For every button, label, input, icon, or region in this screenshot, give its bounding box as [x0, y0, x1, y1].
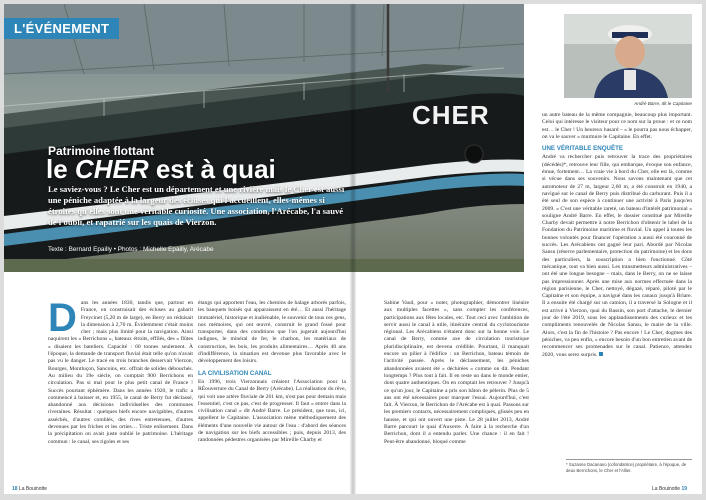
title-pre: le	[46, 154, 75, 184]
body-text: En 1996, trois Vierzonnais créaient l'Association pour la RÉouverture du Canal de Berry (Arécabe). La réalisation du rêve, qui voit une artère fluviale de 261 km, n'est pas pour demain mais l'essentiel, c'est ce pas, c'est de progresser. Il faut « entrer dans la civilisation canal » dit André Barre. Le président, que tous, ici, appellent le Capitaine. L'association mène méthodiquement des éléments d'une nouvelle vie autour de l'eau : d'abord des séances de navigation sur les biefs accessibles ; puis, depuis 2013, des randonnées pédestres organisées par Mireille Charby et	[198, 378, 346, 444]
magazine-name: La Bouinotte	[652, 486, 681, 492]
page-gutter	[350, 4, 356, 494]
magazine-spread	[4, 4, 702, 494]
text-column-2	[198, 300, 346, 484]
drop-cap: D	[48, 300, 77, 340]
footnote: * Suzanne Dacanano (cofondatrice) propriétaire, à l'époque, de deux Berrichons, le Cher et l'Allier.	[566, 459, 692, 473]
body-text: étangs qui apportent l'eau, les chemins de halage arborés parfois, les banquets boisés qui apparaissent en été… Et aussi l'héritage immatériel, historique et inaliénable, le souvenir de tous ces gens, nos mémoires, qui ont œuvré, construit le grand fossé pour transporter, dans des conditions que l'on jugerait aujourd'hui indignes, le minéral de fer, le charbon, les matériaux de construction, les bois, les produits alimentaires… Après 40 ans d'indifférence, la situation est devenue plus favorable avec le développement des loisirs.	[198, 300, 346, 365]
text-column-3	[384, 300, 529, 484]
subheading: LA CIVILISATION CANAL	[198, 369, 272, 377]
title-post: est à quai	[148, 154, 276, 184]
end-mark-icon	[599, 352, 603, 356]
magazine-name: La Bouinotte	[18, 486, 48, 492]
text-column-4	[542, 112, 692, 454]
boat-name: CHER	[412, 100, 490, 130]
lead-paragraph: Le saviez-vous ? Le Cher est un département et une rivière mais le Cher est aussi une péniche adaptée à la largeur des écluses qui l'accueillent, elles-mêmes si étroites qu'elles sont une véritable curiosité. Une association, l'Arécabe, l'a sauvé de l'oubli, et rapatrié sur les quais de Vierzon.	[48, 184, 345, 227]
portrait-photo	[564, 14, 692, 98]
subheading: UNE VÉRITABLE ENQUÊTE	[542, 145, 624, 153]
folio-left	[12, 486, 47, 492]
section-tag: L'ÉVÉNEMENT	[4, 18, 119, 39]
page-number: 19	[681, 486, 688, 492]
folio-right	[652, 486, 687, 492]
title-emphasis: CHER	[74, 154, 149, 184]
page-title	[46, 154, 276, 185]
barge-illustration	[4, 4, 524, 272]
portrait-illustration	[564, 14, 692, 98]
body-text: Sabine Vaud, pour « noter, photographier, démontrer linéaire aux multiples facettes », sans compter les conférences, participations aux fêtes locales, etc. Tout ceci avec l'ambition de servir aussi le canal à utile, itinéraire central du cyclotourisme régional. Les Arécabiens n'étaient donc sur la bonne voie. Le canal de Berry, comme axe de circulation touristique pluridisciplinaire, est devenu crédible. Pourtant, il manquait encore un pilier à l'édifice : un Berrichon, bateau témoin de l'activité passée. Après le déclassement, les péniches abandonnées avaient été « déchirées » comme on dit. Pendant longtemps ? Plus tout à fait. Il en reste un dans le monde entier, dont quatre authentiques. On en comptait les retrouver ? Jusqu'à ce qu'un jour, le Capitaine a pris son bâton de pèlerin. Plus de 5 ans ont été nécessaires pour marquer l'essai. Aujourd'hui, c'est fait. À Vierzon, le Berrichon de l'Arécabe est à quai. Passons sur les premiers contacts, nécessairement compliqués, glissés peu en hausse, et qui ont ouvert une piste. Le 28 juillet 2013, André Barre parcourt le quai d'Auxerre. À faire à la recherche d'un Berrichon, dont il a entendu parler. Une chance : il en fait ! Peut-être abandonné, bloqué comme	[384, 300, 529, 445]
portrait-caption: André Barre, dit le Capitaine	[634, 101, 692, 106]
page-number: 18	[12, 486, 18, 492]
body-text: un autre bateau de la même compagnie, beaucoup plus important. Celui qui intéresse le visiteur pour ce nom sur la proue : et ce nom est… le Cher ! Un heureux hasard – « le pourra pas nous échapper, on va le sauver » murmure le Capitaine. En effet.	[542, 112, 692, 140]
byline: Texte : Bernard Epailly • Photos : Michelle Epailly, Arécabe	[48, 246, 214, 253]
kicker: Patrimoine flottant	[48, 144, 155, 158]
body-text-content: André va rechercher puis retrouver la trace des propriétaires (décédés)*, retrouve leur fille, qui embarque, évoque son enfance, émue, fortement… La vraie vie à bord du Cher, elle est là, comme si vécue dans ses souvenirs. Nous savons maintenant que cet automoteur de 27 m, largeur 2,60 m, a été construit en 1940, a navigué sur le canal de Berry puis distribué du carburant. Puis il a été seul de son espèce à continuer une activité à Paris jusqu'en 2009. « C'est une véritable rareté, un bateau d'intérêt patrimonial » souligne André Barre. En effet, le dossier constitué par Mireille Charby devait permettre à notre Berrichon d'obtenir le label de la Fondation du Patrimoine maritime et fluvial. Un appel à toutes les bonnes volontés pour financer l'opération a aussi été couronné de succès. Les Arécabiens ont gagné leur pari. Abordé par Nicolas Sansu (réserve parlementaire, protection du patrimoine) et les dons des particuliers, la souscription a bien fonctionné. Côté mécanique, tout va bien aussi. Les transmetteurs administratives – ont été une longue besogne – mais, dans le Berry, on ne se laisse pas impressionner. Après une mise aux normes effectuée dans la région parisienne, le Cher, nettoyé, dégazé, réparé, piloté par le Capitaine et son équipe, a navigué dans les canaux jusqu'à Briare. Il a ensuite été chargé sur un camion, il a traversé la Sologne et il est arrivé à Vierzon, quai du Bassin, son port d'attache, le dernier jour de l'été 2019, sous les applaudissements des curieux et les compliments renouvelés de Nicolas Sansu, le maire de la ville. Alors, c'est la fin de l'histoire ? Pas encore ! Le Cher, dogmes des péniches, va peu enfin, « encore besoin d'un bon entretien avant de recommencer ses promenades sur le canal. Patience, attendez 2020, vous serez surpris.	[542, 154, 692, 358]
text-column-1	[48, 300, 193, 484]
body-text: ans les années 1830, tandis que, partout en France, on construisait des écluses au gabarit Freycinet (5,20 m de large), en Berry on réduisait la dimension à 2,70 m. Évidemment c'était moins cher ; mais plus limité pour la navigation. Ainsi naquirent les « Berrichons », bateaux étroits, effilés, des « flûtes » disaient les bateliers. Capacité : 60 tonnes seulement. À l'époque, la demande de transport fluvial était telle qu'on n'avait pas vu le danger. Le tracé en trois branches desservait Vierzon, Bourges, Montluçon, Sancoins, etc. offrait de solides débouchés. Au milieu du 19e siècle, on comptait 900 Berrichons en circulation. Pas si mal pour le plus petit canal de France ! Succès pourtant éphémère. Dans les années 1920, le trafic a commencé à baisser et, en 1955, le canal de Berry fut déclassé, abandonné aux décisions individuelles des communes riveraines. Résultat : quelques biefs encore navigables, d'autres asséchés, d'autres comblés, des rives entretenues, d'autres devenues par les friches et les orties… Triste enlisement. Dans la précipitation on avait juste oublié le patrimoine. L'héritage commun : le canal, ses rigoles et ses	[48, 300, 193, 445]
hero-photo	[4, 4, 524, 272]
body-text	[542, 154, 692, 358]
